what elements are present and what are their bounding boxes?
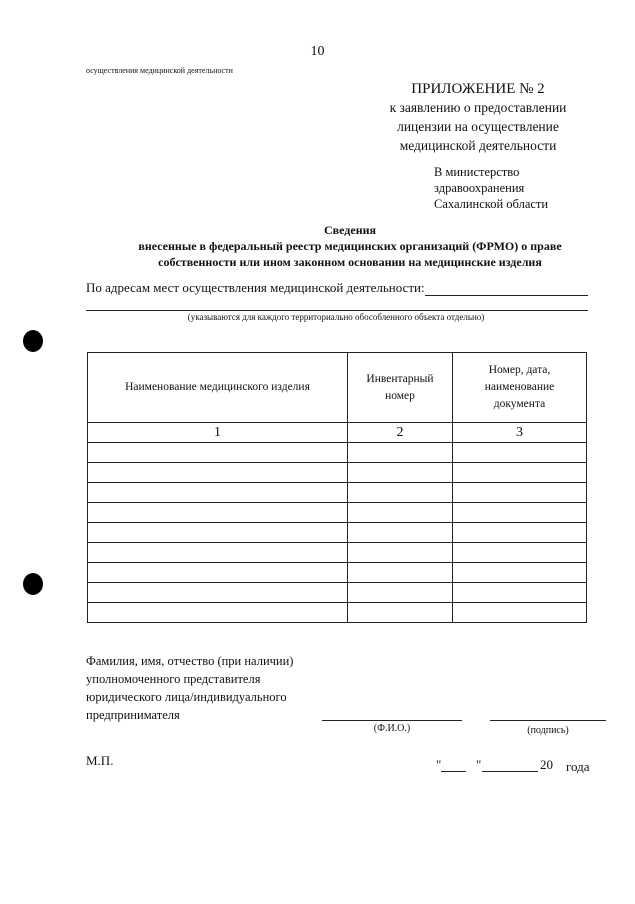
address-fill-line [86, 310, 588, 311]
table-cell[interactable] [453, 563, 587, 583]
table-row [88, 583, 587, 603]
table-cell[interactable] [348, 583, 453, 603]
representative-line: уполномоченного представителя [86, 672, 261, 686]
title-line: внесенные в федеральный реестр медицинских организаций (ФРМО) о праве [138, 239, 562, 253]
table-number-row [88, 423, 587, 443]
ministry-line: здравоохранения [434, 181, 525, 195]
day-fill-line [441, 771, 466, 772]
appendix-line: к заявлению о предоставлении [389, 100, 567, 115]
column-number: 2 [348, 423, 453, 443]
table-cell[interactable] [88, 583, 348, 603]
table-row [88, 483, 587, 503]
signature-fill-line [490, 720, 606, 721]
table-cell[interactable] [348, 503, 453, 523]
table-row [88, 503, 587, 523]
date-quote-open: " [436, 757, 442, 772]
table-cell[interactable] [453, 463, 587, 483]
table-cell[interactable] [348, 523, 453, 543]
table-cell[interactable] [453, 483, 587, 503]
address-fill-line [425, 295, 588, 296]
binder-hole [23, 330, 43, 352]
header-note: осуществления медицинской деятельности [86, 66, 233, 75]
appendix-line: лицензии на осуществление [397, 119, 559, 134]
table-cell[interactable] [88, 603, 348, 623]
table-cell[interactable] [88, 503, 348, 523]
stamp-place: М.П. [86, 753, 114, 768]
title-line: Сведения [323, 223, 377, 237]
table-row [88, 443, 587, 463]
table-cell[interactable] [88, 443, 348, 463]
signature-label: (подпись) [527, 725, 569, 736]
representative-line: предпринимателя [86, 708, 180, 722]
header-document: Номер, дата, наименование документа [453, 353, 587, 423]
table-cell[interactable] [348, 483, 453, 503]
appendix-title: ПРИЛОЖЕНИЕ № 2 [411, 81, 545, 97]
header-device-name: Наименование медицинского изделия [88, 353, 348, 423]
fio-fill-line [322, 720, 462, 721]
ministry-addressee [434, 164, 548, 212]
table-cell[interactable] [348, 443, 453, 463]
table-cell[interactable] [453, 503, 587, 523]
document-title [70, 222, 630, 270]
table-cell[interactable] [88, 463, 348, 483]
table-cell[interactable] [88, 563, 348, 583]
address-label: По адресам мест осуществления медицинской деятельности: [86, 280, 425, 295]
date-year-word: года [566, 759, 590, 774]
table-cell[interactable] [88, 483, 348, 503]
representative-line: Фамилия, имя, отчество (при наличии) [86, 654, 294, 668]
table-cell[interactable] [88, 543, 348, 563]
column-number: 1 [88, 423, 348, 443]
table-header-row [88, 353, 587, 423]
fio-label: (Ф.И.О.) [373, 723, 411, 734]
table-cell[interactable] [88, 523, 348, 543]
appendix-block [360, 80, 596, 155]
table-cell[interactable] [348, 563, 453, 583]
month-fill-line [482, 771, 538, 772]
representative-line: юридического лица/индивидуального [86, 690, 287, 704]
column-number: 3 [453, 423, 587, 443]
table-cell[interactable] [348, 543, 453, 563]
representative-label [86, 652, 293, 724]
date-quote-close: " [476, 757, 482, 772]
table-cell[interactable] [453, 523, 587, 543]
table-row [88, 543, 587, 563]
table-row [88, 523, 587, 543]
ministry-line: Сахалинской области [434, 197, 549, 211]
devices-table [87, 352, 587, 623]
ministry-line: В министерство [434, 165, 520, 179]
title-line: собственности или ином законном основании на медицинские изделия [158, 255, 542, 269]
table-row [88, 563, 587, 583]
table-cell[interactable] [453, 543, 587, 563]
page-number: 10 [310, 44, 325, 59]
binder-hole [23, 573, 43, 595]
table-cell[interactable] [453, 583, 587, 603]
date-year: 20 [540, 757, 553, 772]
table-row [88, 463, 587, 483]
table-cell[interactable] [453, 603, 587, 623]
table-cell[interactable] [348, 463, 453, 483]
table-cell[interactable] [348, 603, 453, 623]
appendix-line: медицинской деятельности [399, 138, 557, 153]
header-inventory-number: Инвентарный номер [348, 353, 453, 423]
table-cell[interactable] [453, 443, 587, 463]
table-row [88, 603, 587, 623]
address-note: (указываются для каждого территориально обособленного объекта отдельно) [187, 312, 485, 322]
